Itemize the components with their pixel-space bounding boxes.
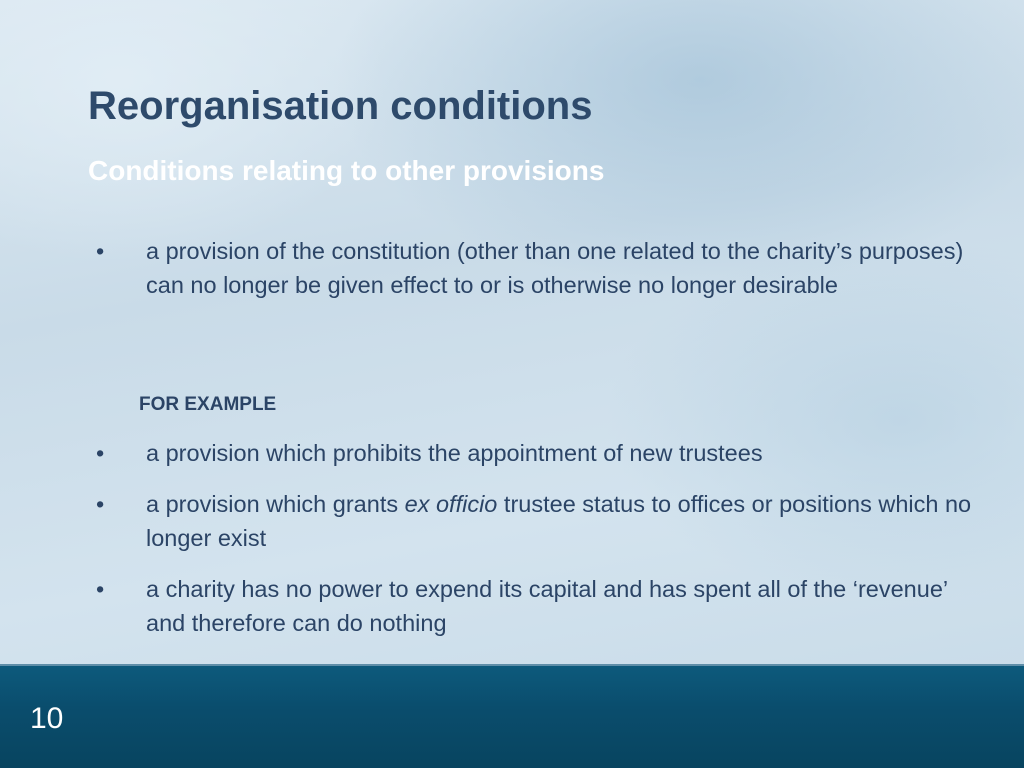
bullet-marker: • [96, 491, 105, 517]
page-number: 10 [30, 702, 64, 735]
example-text-italic: ex officio [404, 491, 498, 517]
example-text-start: a provision which grants [146, 491, 405, 517]
example-text [146, 487, 986, 555]
bullet-item [96, 234, 986, 302]
bullet-marker: • [96, 576, 105, 602]
example-heading: FOR EXAMPLE [139, 394, 277, 415]
example-text: a provision which prohibits the appointment of new trustees [146, 440, 763, 466]
slide-title: Reorganisation conditions [88, 84, 593, 128]
example-item [96, 572, 986, 640]
bullet-text: a provision of the constitution (other than one related to the charity’s purposes) can no longer be given effect to or is otherwise no longer desirable [146, 238, 964, 298]
example-text: a charity has no power to expend its capital and has spent all of the ‘revenue’ and therefore can do nothing [146, 576, 948, 636]
bullet-marker: • [96, 440, 105, 466]
example-text-end: trustee status to offices or positions which no longer exist [146, 491, 972, 551]
bullet-marker: • [96, 238, 105, 264]
example-item [96, 487, 986, 555]
footer-band [0, 664, 1024, 768]
example-item [96, 436, 986, 470]
slide-subtitle: Conditions relating to other provisions [88, 155, 605, 186]
